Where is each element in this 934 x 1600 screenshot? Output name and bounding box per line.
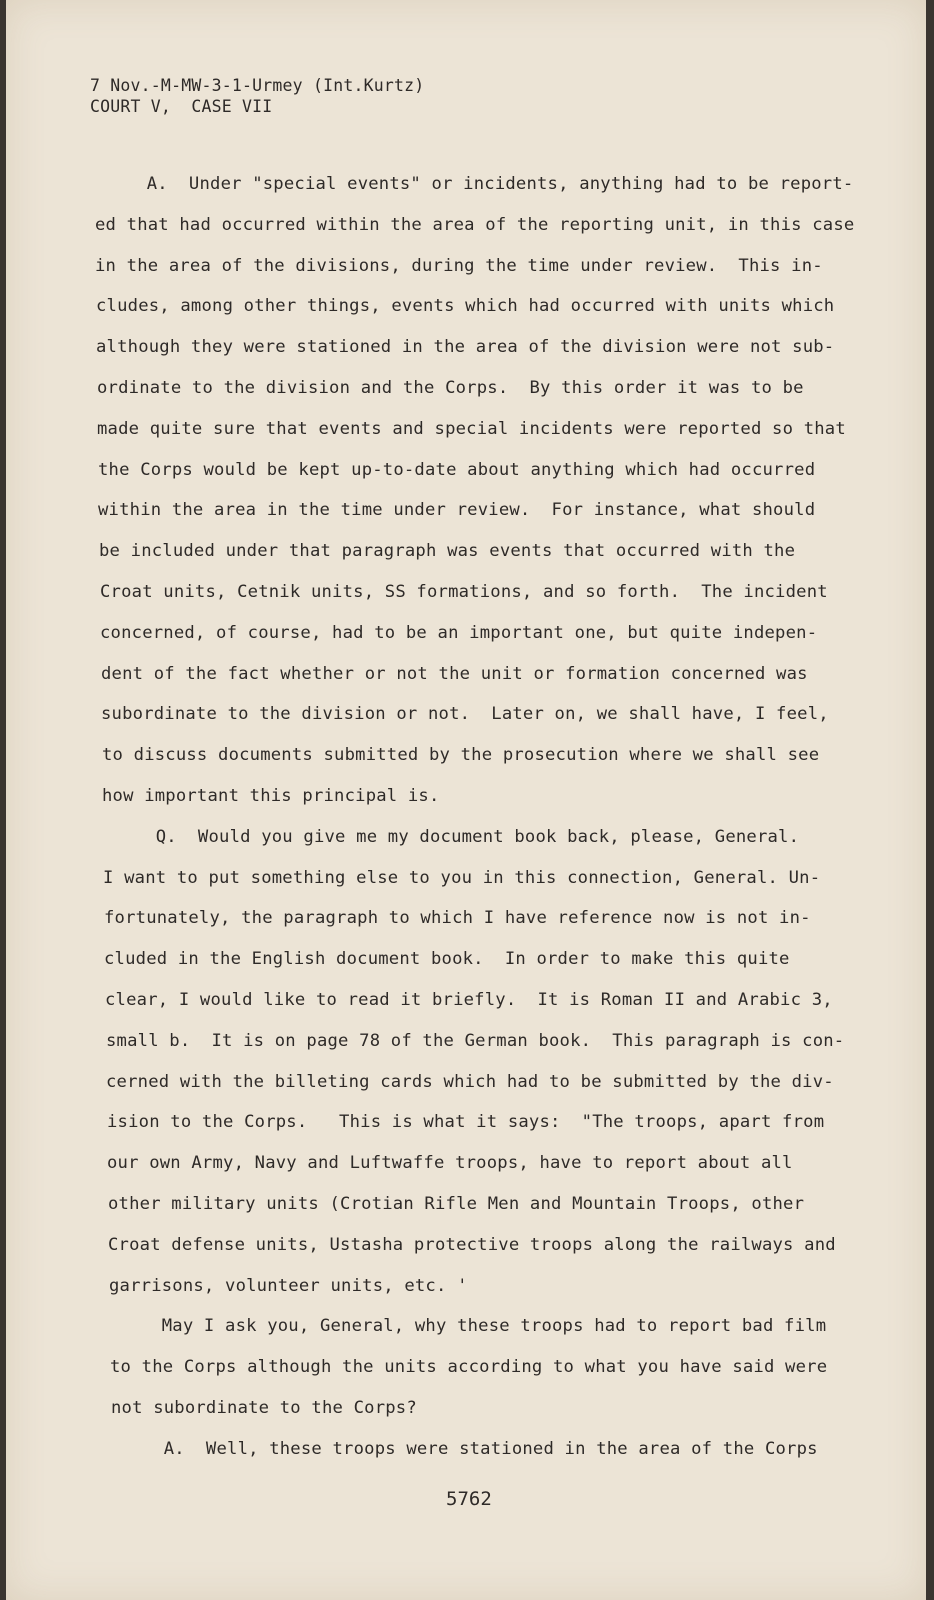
body-line: ision to the Corps. This is what it says: "The troops, apart from bbox=[107, 1112, 825, 1132]
body-line: subordinate to the division or not. Later on, we shall have, I feel, bbox=[101, 704, 829, 724]
body-line: how important this principal is. bbox=[102, 786, 440, 806]
page-number: 5762 bbox=[446, 1488, 492, 1510]
body-line: garrisons, volunteer units, etc. ' bbox=[109, 1276, 468, 1296]
body-line: the Corps would be kept up-to-date about anything which had occurred bbox=[98, 460, 816, 480]
body-line: small b. It is on page 78 of the German book. This paragraph is con- bbox=[106, 1031, 845, 1051]
body-line: cludes, among other things, events which had occurred with units which bbox=[96, 296, 835, 316]
body-line: made quite sure that events and special incidents were reported so that bbox=[97, 419, 846, 439]
header-line-1: 7 Nov.-M-MW-3-1-Urmey (Int.Kurtz) bbox=[90, 76, 425, 95]
body-line: fortunately, the paragraph to which I have reference now is not in- bbox=[104, 908, 811, 928]
body-line: dent of the fact whether or not the unit or formation concerned was bbox=[101, 664, 808, 684]
body-line: within the area in the time under review. For instance, what should bbox=[98, 500, 816, 520]
body-line: A. Under "special events" or incidents, anything had to be report- bbox=[94, 174, 854, 194]
body-line: to discuss documents submitted by the prosecution where we shall see bbox=[102, 745, 820, 765]
body-line: our own Army, Navy and Luftwaffe troops, have to report about all bbox=[107, 1153, 793, 1173]
body-line: not subordinate to the Corps? bbox=[111, 1398, 417, 1418]
binding-mark bbox=[6, 78, 14, 86]
body-line: Croat units, Cetnik units, SS formations, and so forth. The incident bbox=[100, 582, 828, 602]
body-line: clear, I would like to read it briefly. It is Roman II and Arabic 3, bbox=[105, 990, 833, 1010]
body-line: to the Corps although the units according to what you have said were bbox=[110, 1357, 828, 1377]
body-line: cluded in the English document book. In order to make this quite bbox=[104, 949, 790, 969]
header-line-2: COURT V, CASE VII bbox=[90, 97, 273, 116]
body-line: ed that had occurred within the area of the reporting unit, in this case bbox=[95, 215, 855, 235]
body-line: cerned with the billeting cards which had to be submitted by the div- bbox=[106, 1072, 834, 1092]
document-page bbox=[6, 0, 926, 1600]
body-line: in the area of the divisions, during the time under review. This in- bbox=[95, 256, 823, 276]
body-line: although they were stationed in the area of the division were not sub- bbox=[96, 337, 835, 357]
body-line: I want to put something else to you in this connection, General. Un- bbox=[103, 868, 821, 888]
body-line: concerned, of course, had to be an important one, but quite indepen- bbox=[100, 623, 818, 643]
body-line: Croat defense units, Ustasha protective troops along the railways and bbox=[108, 1235, 836, 1255]
body-line: May I ask you, General, why these troops had to report bad film bbox=[109, 1316, 827, 1336]
body-line: A. Well, these troops were stationed in the area of the Corps bbox=[111, 1439, 818, 1459]
body-line: be included under that paragraph was events that occurred with the bbox=[99, 541, 796, 561]
body-line: other military units (Crotian Rifle Men and Mountain Troops, other bbox=[108, 1194, 805, 1214]
body-line: Q. Would you give me my document book back, please, General. bbox=[103, 827, 800, 847]
body-line: ordinate to the division and the Corps. By this order it was to be bbox=[97, 378, 804, 398]
